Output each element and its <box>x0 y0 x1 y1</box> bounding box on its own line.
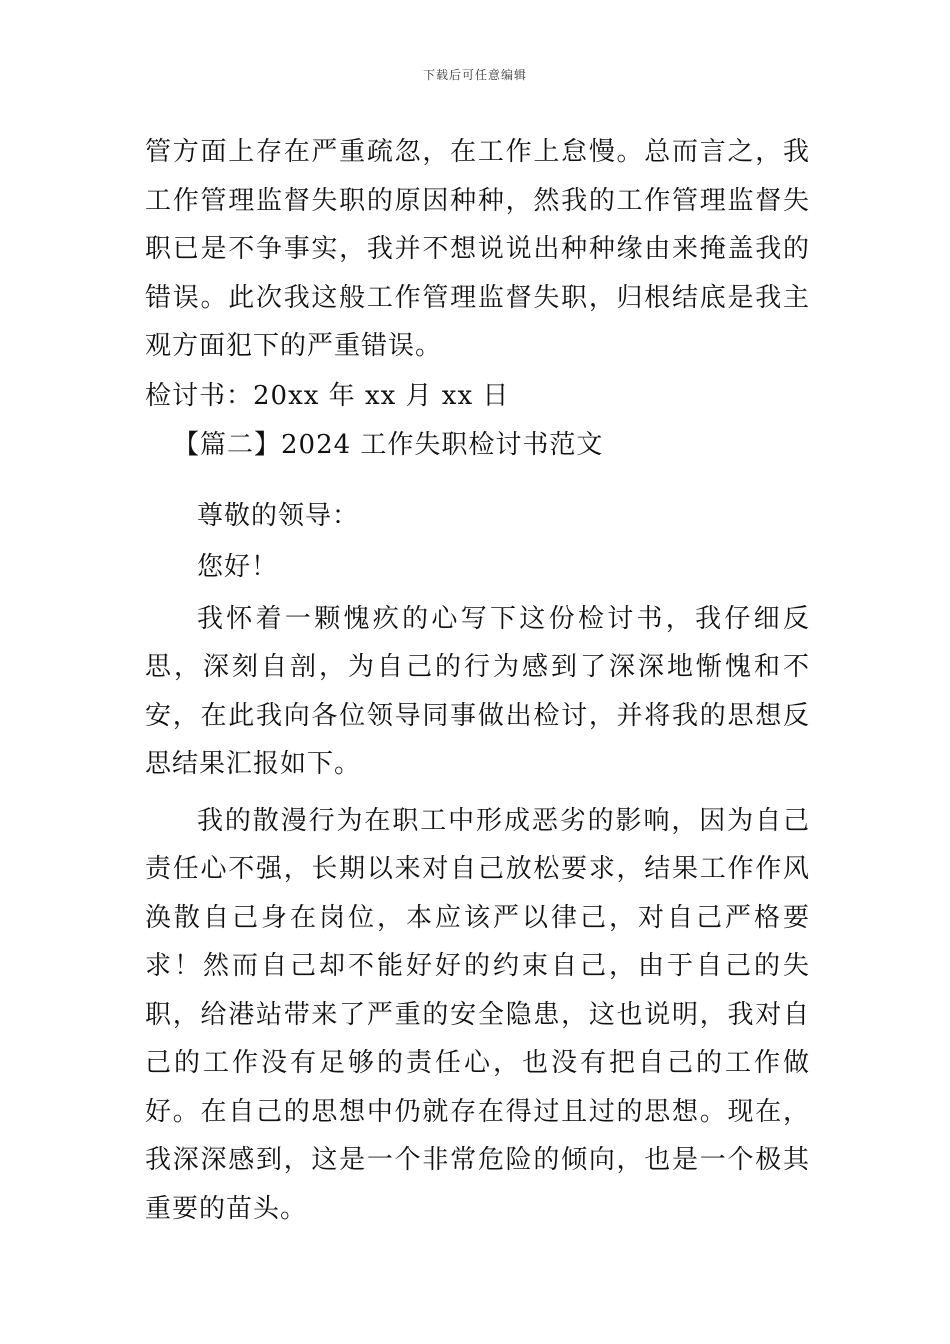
paragraph-reflection: 我怀着一颗愧疚的心写下这份检讨书，我仔细反思，深刻自剖，为自己的行为感到了深深地惭愧和不安，在此我向各位领导同事做出检讨，并将我的思想反思结果汇报如下。 <box>145 603 810 779</box>
document-body <box>145 128 810 1233</box>
salutation: 尊敬的领导： <box>197 500 360 531</box>
greeting: 您好！ <box>197 552 279 582</box>
section-title: 【篇二】2024 工作失职检讨书范文 <box>173 430 604 460</box>
paragraph-self-criticism: 我的散漫行为在职工中形成恶劣的影响，因为自己责任心不强，长期以来对自己放松要求，结果工作作风涣散自己身在岗位，本应该严以律己，对自己严格要求！然而自己却不能好好的约束自己，由于自己的失职，给港站带来了严重的安全隐患，这也说明，我对自己的工作没有足够的责任心，也没有把自己的工作做好。在自己的思想中仍就存在得过且过的思想。现在，我深深感到，这是一个非常危险的倾向，也是一个极其重要的苗头。 <box>145 805 810 1224</box>
page-header-note: 下载后可任意编辑 <box>422 68 527 82</box>
paragraph-continuation: 管方面上存在严重疏忽，在工作上怠慢。总而言之，我工作管理监督失职的原因种种，然我的工作管理监督失职已是不争事实，我并不想说说出种种缘由来掩盖我的错误。此次我这般工作管理监督失职，归根结底是我主观方面犯下的严重错误。 <box>145 137 810 361</box>
signature-date-line: 检讨书：20xx 年 xx 月 xx 日 <box>145 380 510 411</box>
